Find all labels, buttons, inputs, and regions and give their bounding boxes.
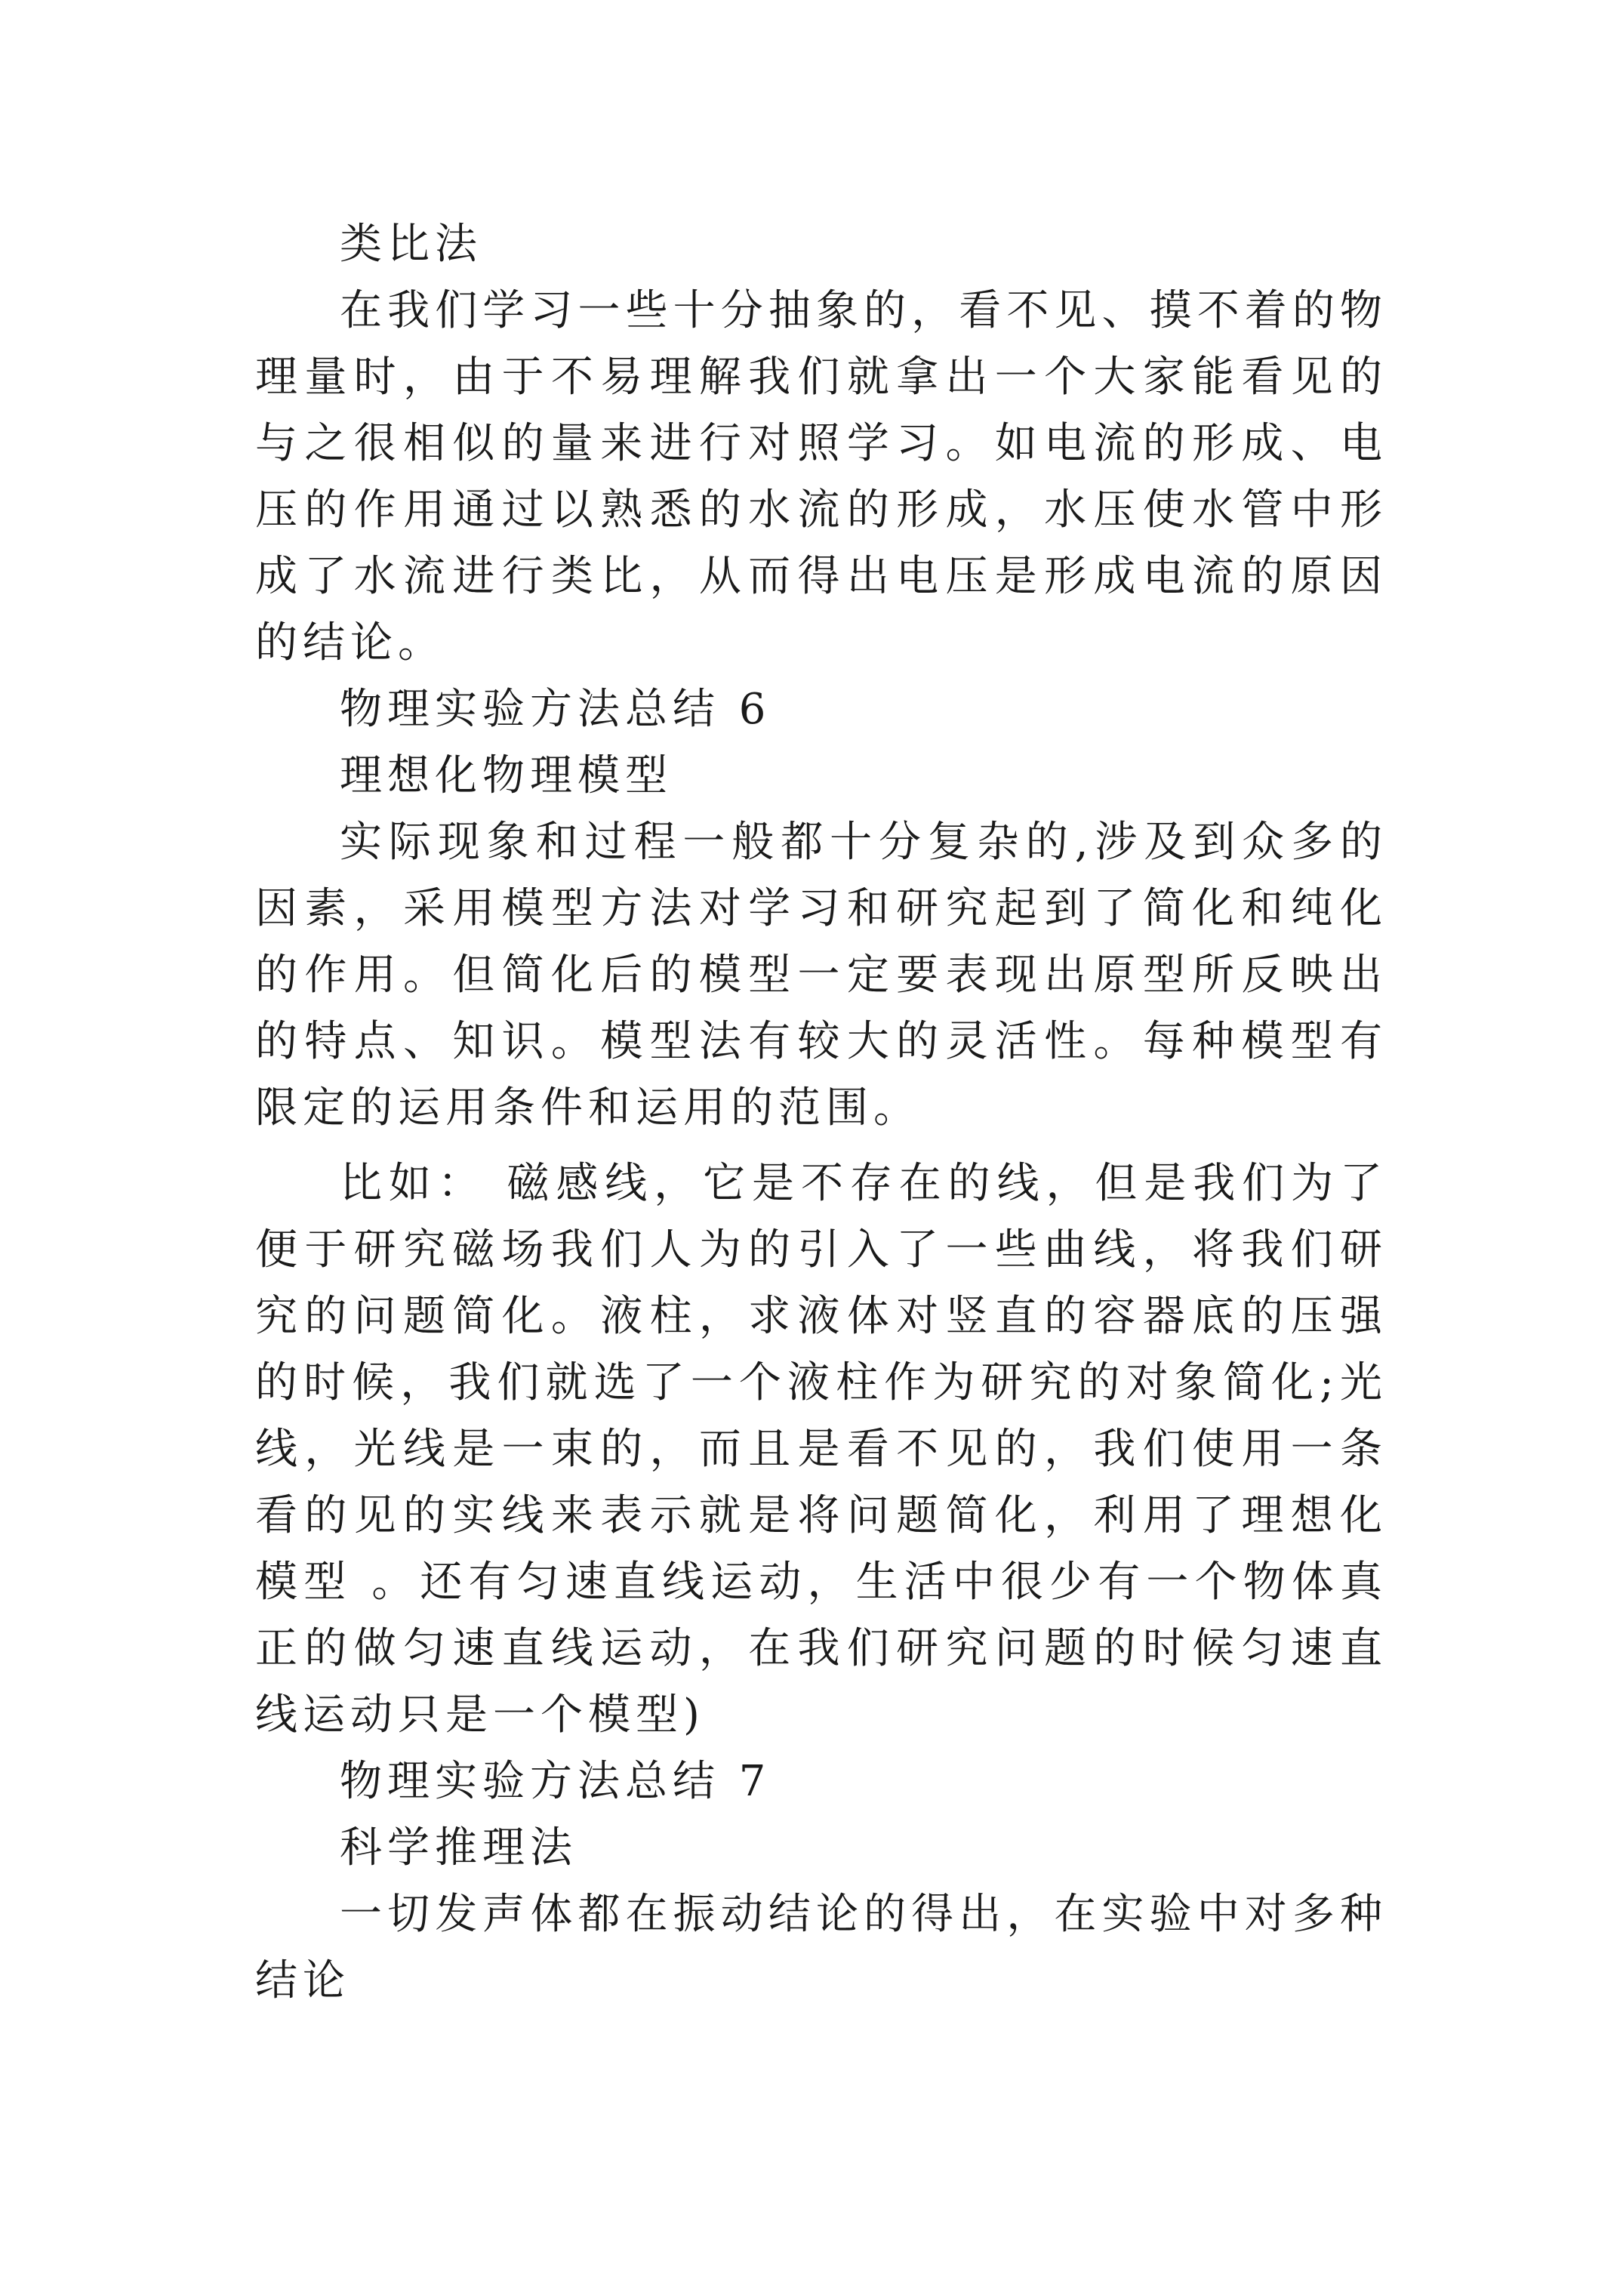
section-heading-scientific-reasoning: 科学推理法 bbox=[340, 1823, 577, 1872]
summary-title-7: 物理实验方法总结 7 bbox=[340, 1757, 771, 1806]
section-heading-ideal-model: 理想化物理模型 bbox=[340, 751, 673, 800]
paragraph-ideal-model-body: 实际现象和过程一般都十分复杂的,涉及到众多的因素，采用模型方法对学习和研究起到了简化和纯化的作用。但简化后的模型一定要表现出原型所反映出的特点、知识。模型法有较大的灵活性。每种模型有限定的运用条件和运用的范围。 bbox=[255, 818, 1387, 1133]
paragraph-ideal-model-examples: 比如： 磁感线，它是不存在的线，但是我们为了便于研究磁场我们人为的引入了一些曲线，将我们研究的问题简化。液柱，求液体对竖直的容器底的压强的时候，我们就选了一个液柱作为研究的对象简化;光线，光线是一束的，而且是看不见的，我们使用一条看的见的实线来表示就是将问题简化，利用了理想化模型 。还有匀速直线运动，生活中很少有一个物体真正的做匀速直线运动，在我们研究问题的时候匀速直线运动只是一个模型) bbox=[255, 1159, 1387, 1740]
paragraph-scientific-reasoning-body: 一切发声体都在振动结论的得出，在实验中对多种结论 bbox=[255, 1890, 1387, 2005]
section-heading-analogy: 类比法 bbox=[340, 220, 482, 269]
document-body bbox=[255, 211, 1387, 2014]
paragraph-analogy-body: 在我们学习一些十分抽象的，看不见、摸不着的物理量时，由于不易理解我们就拿出一个大家能看见的与之很相似的量来进行对照学习。如电流的形成、电压的作用通过以熟悉的水流的形成，水压使水管中形成了水流进行类比，从而得出电压是形成电流的原因的结论。 bbox=[255, 286, 1387, 667]
summary-title-6: 物理实验方法总结 6 bbox=[340, 685, 771, 734]
